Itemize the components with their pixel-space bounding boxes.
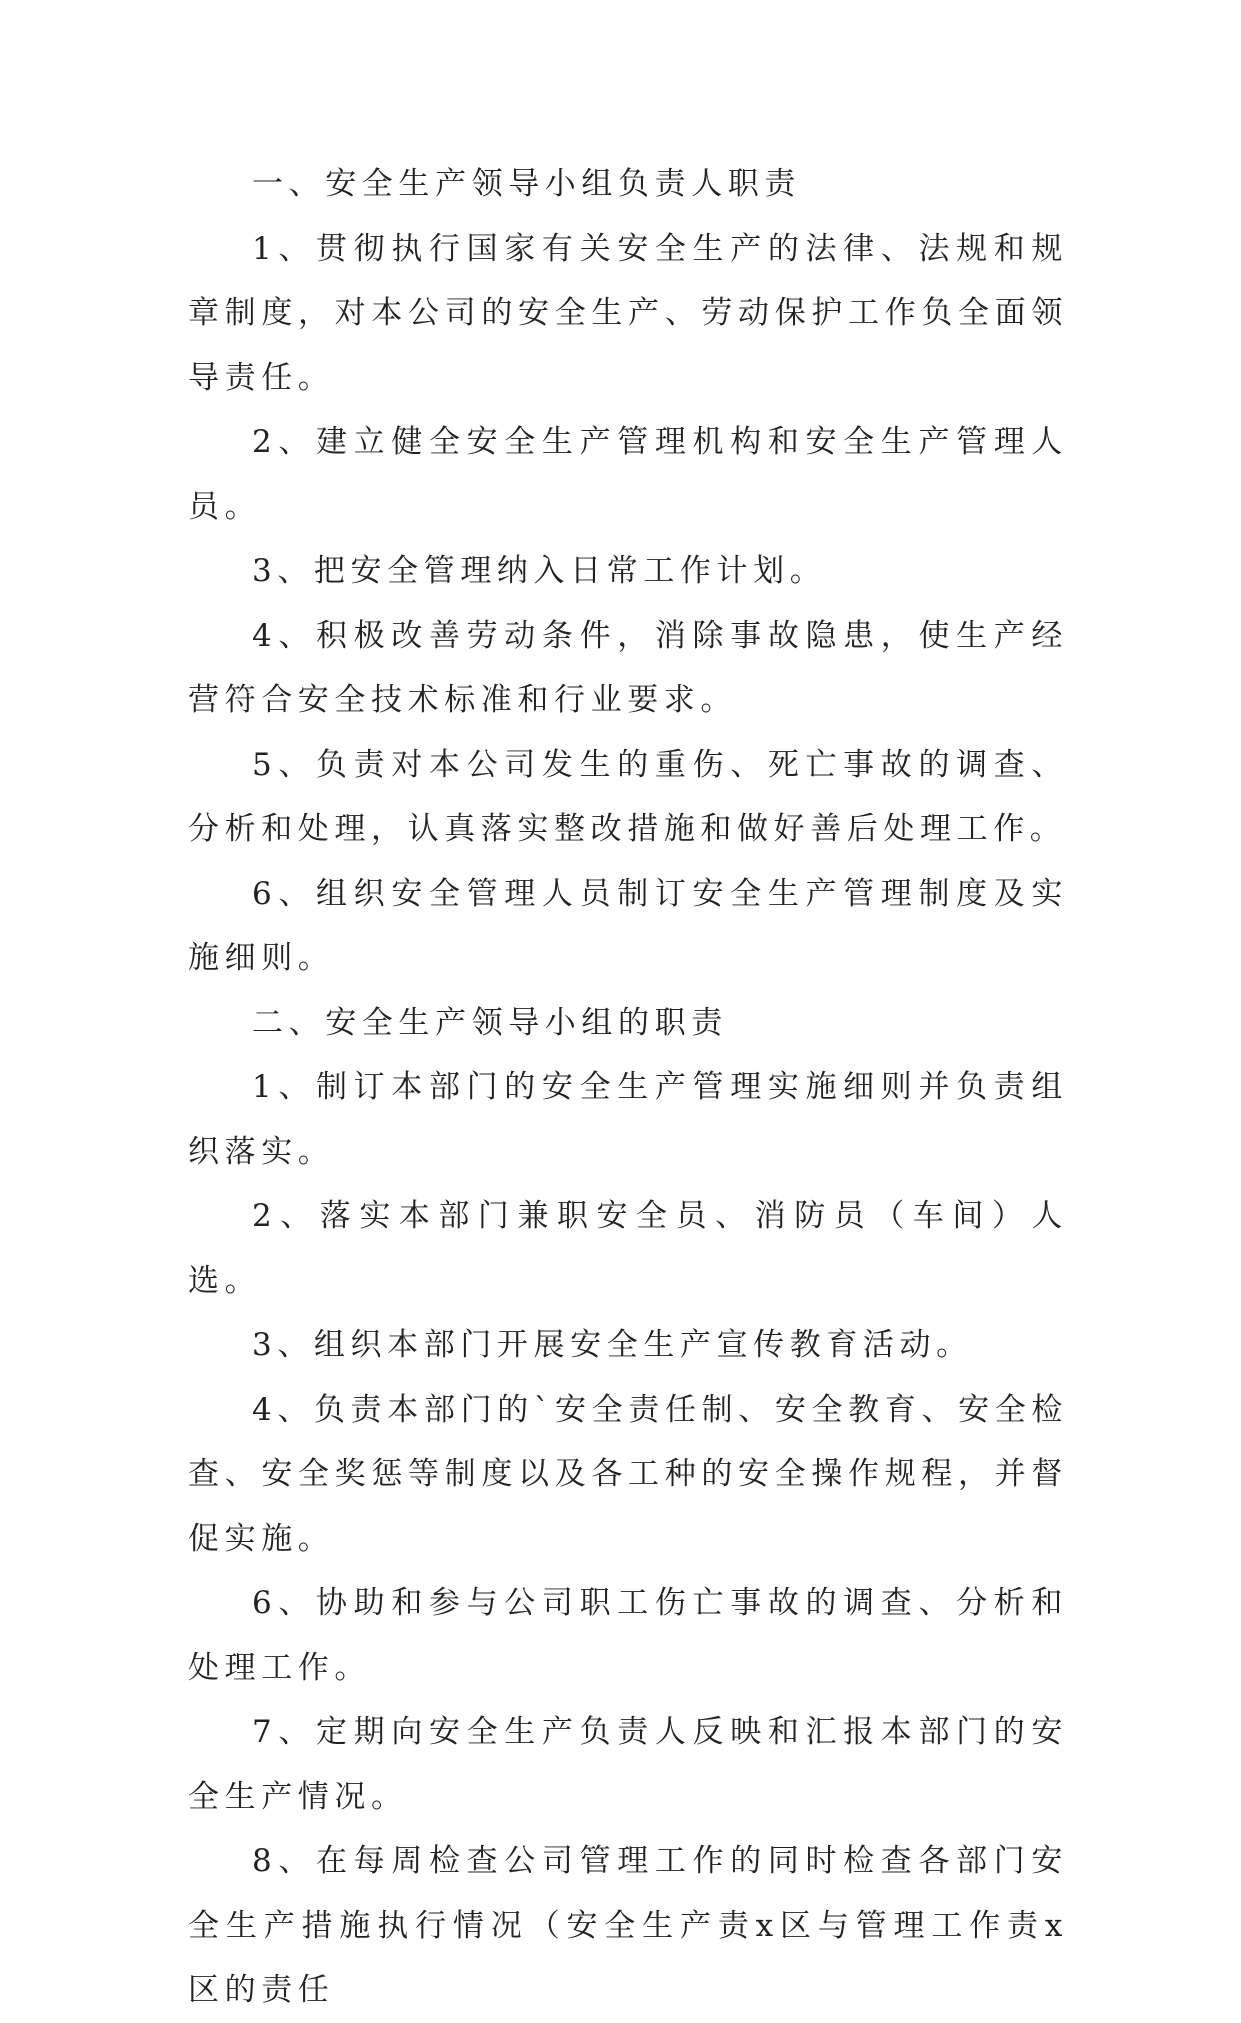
section-2-item-4: 4、负责本部门的`安全责任制、安全教育、安全检查、安全奖惩等制度以及各工种的安全操作规程，并督促实施。	[188, 1391, 1068, 1557]
document-body	[188, 152, 1068, 2023]
section-2-item-3: 3、组织本部门开展安全生产宣传教育活动。	[252, 1327, 973, 1363]
section-1-item-2: 2、建立健全安全生产管理机构和安全生产管理人员。	[188, 424, 1068, 525]
section-heading-2: 二、安全生产领导小组的职责	[252, 1004, 728, 1041]
section-1-item-3: 3、把安全管理纳入日常工作计划。	[252, 553, 827, 589]
section-2-item-2: 2、落实本部门兼职安全员、消防员（车间）人选。	[188, 1198, 1068, 1299]
section-1-item-4: 4、积极改善劳动条件，消除事故隐患，使生产经营符合安全技术标准和行业要求。	[188, 617, 1068, 718]
section-1-item-1: 1、贯彻执行国家有关安全生产的法律、法规和规章制度，对本公司的安全生产、劳动保护工作负全面领导责任。	[188, 230, 1068, 396]
section-heading-1: 一、安全生产领导小组负责人职责	[252, 166, 801, 202]
section-2-item-7: 7、定期向安全生产负责人反映和汇报本部门的安全生产情况。	[188, 1714, 1068, 1815]
section-1-item-5: 5、负责对本公司发生的重伤、死亡事故的调查、分析和处理，认真落实整改措施和做好善后处理工作。	[188, 746, 1068, 847]
section-1-item-6: 6、组织安全管理人员制订安全生产管理制度及实施细则。	[188, 875, 1068, 976]
section-2-item-6: 6、协助和参与公司职工伤亡事故的调查、分析和处理工作。	[188, 1585, 1068, 1686]
section-2-item-8: 8、在每周检查公司管理工作的同时检查各部门安全生产措施执行情况（安全生产责x区与管理工作责x区的责任	[188, 1843, 1068, 2008]
section-2-item-1: 1、制订本部门的安全生产管理实施细则并负责组织落实。	[188, 1069, 1068, 1170]
